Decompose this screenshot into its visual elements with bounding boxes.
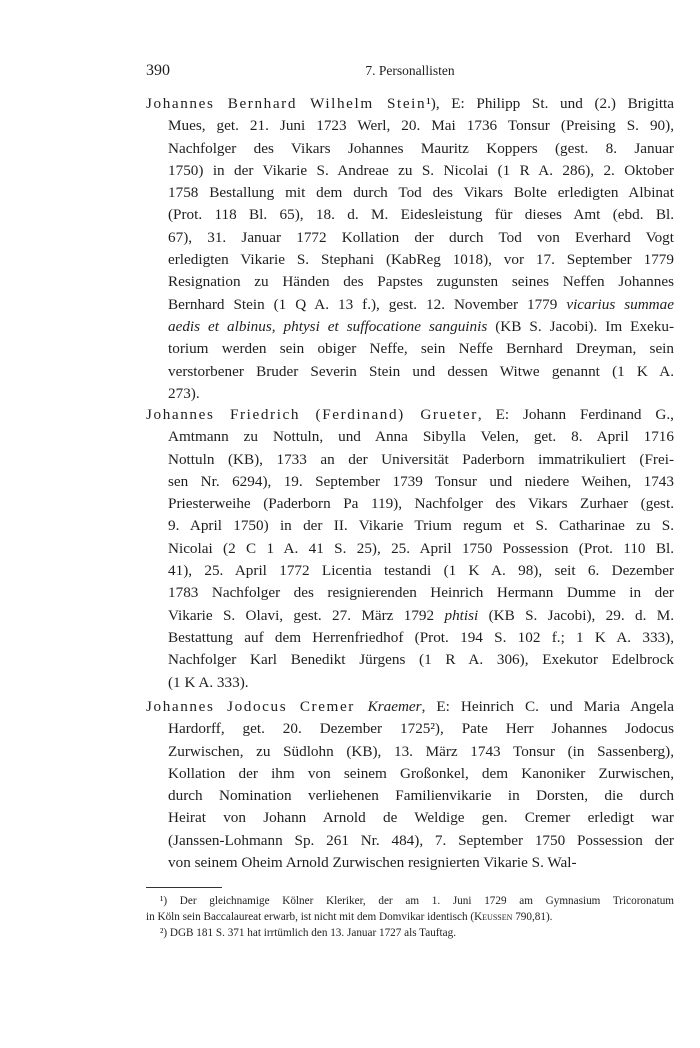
- footnote-text: 790,81).: [512, 911, 553, 923]
- text-segment: Bernhard Stein (1 Q A. 13 f.), gest. 12. November 1779: [168, 295, 567, 313]
- text-segment: 41), 25. April 1772 Licentia testandi (1 K A. 98), seit 6. Dezember: [168, 562, 674, 580]
- entry-line: [146, 763, 674, 785]
- page-number: 390: [146, 62, 170, 79]
- footnote-text: ¹) Der gleichnamige Kölner Kleriker, der am 1. Juni 1729 am Gymnasium Tricoronatum: [160, 895, 674, 907]
- text-segment: (1 K A. 333).: [168, 673, 249, 691]
- page-header: [146, 62, 674, 82]
- text-segment: , E: Heinrich C. und Maria Angela: [421, 698, 674, 715]
- text-segment: durch Nomination verliehenen Familienvikarie in Dorsten, die durch: [168, 787, 674, 805]
- footnote-text: ²) DGB 181 S. 371 hat irrtümlich den 13. Januar 1727 als Tauftag.: [160, 927, 456, 939]
- entry-line: [146, 493, 674, 515]
- entry-line: [146, 404, 674, 426]
- entry-line: [146, 426, 674, 448]
- entry-line: [146, 741, 674, 763]
- text-segment: Mues, get. 21. Juni 1723 Werl, 20. Mai 1736 Tonsur (Preising S. 90),: [168, 117, 674, 135]
- entry-line: [146, 227, 674, 249]
- italic-text: aedis et albinus, phtysi et suffocatione sanguinis: [168, 317, 488, 335]
- footnote-divider: [146, 887, 222, 888]
- entry-line: [146, 696, 674, 718]
- entry-line: [146, 718, 674, 740]
- entry-line: [146, 383, 674, 405]
- entry-line: [146, 605, 674, 627]
- text-segment: (Janssen-Lohmann Sp. 261 Nr. 484), 7. September 1750 Possession der: [168, 831, 674, 849]
- text-segment: Kollation der ihm von seinem Großonkel, dem Kanoniker Zurwischen,: [168, 764, 674, 782]
- text-segment: Nottuln (KB), 1733 an der Universität Paderborn immatrikuliert (Frei-: [168, 450, 674, 468]
- text-segment: (KB S. Jacobi), 29. d. M.: [478, 606, 675, 624]
- text-segment: Zurwischen, zu Südlohn (KB), 13. März 1743 Tonsur (in Sassenberg),: [168, 742, 674, 760]
- footnote-text: Keussen: [474, 911, 513, 923]
- text-segment: , E: Johann Ferdinand G.,: [477, 406, 674, 423]
- text-segment: Priesterweihe (Paderborn Pa 119), Nachfolger des Vikars Zurhaer (gest.: [168, 495, 674, 513]
- entry-line: [146, 338, 674, 360]
- text-segment: (KB S. Jacobi). Im Exeku-: [487, 317, 675, 335]
- text-segment: 1783 Nachfolger des resignierenden Heinrich Hermann Dumme in der: [168, 584, 674, 602]
- entry-cremer: [146, 696, 674, 874]
- footnotes: [146, 893, 674, 941]
- text-segment: 273).: [168, 384, 200, 402]
- text-segment: Heirat von Johann Arnold de Weldige gen. Cremer erledigt war: [168, 809, 674, 827]
- entry-line: [146, 204, 674, 226]
- entry-line: [146, 785, 674, 807]
- entry-line: [146, 361, 674, 383]
- text-segment: (Prot. 118 Bl. 65), 18. d. M. Eidesleistung für dieses Amt (ebd. Bl.: [168, 206, 674, 224]
- entry-name: Johannes Friedrich (Ferdinand) Grueter: [146, 406, 478, 423]
- entry-line: [146, 672, 674, 694]
- text-segment: erledigten Vikarie S. Stephani (KabReg 1018), vor 17. September 1779: [168, 251, 674, 269]
- entry-line: [146, 138, 674, 160]
- entry-line: [146, 271, 674, 293]
- text-segment: Amtmann zu Nottuln, und Anna Sibylla Velen, get. 8. April 1716: [168, 428, 674, 446]
- entry-line: [146, 115, 674, 137]
- text-segment: Nachfolger Karl Benedikt Jürgens (1 R A. 306), Exekutor Edelbrock: [168, 651, 674, 669]
- italic-text: Kraemer: [367, 698, 422, 715]
- entry-name: Johannes Bernhard Wilhelm Stein: [146, 95, 427, 112]
- entry-stein: [146, 93, 674, 405]
- footnote-line: [146, 909, 674, 925]
- text-segment: 9. April 1750) in der II. Vikarie Trium regum et S. Catharinae zu S.: [168, 517, 674, 535]
- entry-line: [146, 93, 674, 115]
- text-segment: Resignation zu Händen des Papstes zugunsten seines Neffen Johannes: [168, 273, 674, 291]
- text-segment: 1758 Bestallung mit dem durch Tod des Vikars Bolte erledigten Albinat: [168, 184, 674, 202]
- entry-line: [146, 249, 674, 271]
- text-segment: ¹), E: Philipp St. und (2.) Brigitta: [426, 95, 674, 112]
- entry-line: [146, 560, 674, 582]
- italic-text: phtisi: [444, 606, 479, 624]
- entry-line: [146, 807, 674, 829]
- entry-line: [146, 160, 674, 182]
- text-segment: sen Nr. 6294), 19. September 1739 Tonsur und niedere Weihen, 1743: [168, 472, 674, 490]
- italic-text: vicarius summae: [566, 295, 674, 313]
- entry-line: [146, 852, 674, 874]
- entry-line: [146, 649, 674, 671]
- entry-line: [146, 830, 674, 852]
- entry-line: [146, 582, 674, 604]
- text-segment: 1750) in der Vikarie S. Andreae zu S. Nicolai (1 R A. 286), 2. Oktober: [168, 161, 674, 179]
- text-segment: verstorbener Bruder Severin Stein und dessen Witwe genannt (1 K A.: [168, 362, 674, 380]
- text-segment: von seinem Oheim Arnold Zurwischen resignierten Vikarie S. Wal-: [168, 854, 577, 872]
- footnote-line: [146, 925, 674, 941]
- entry-line: [146, 316, 674, 338]
- entry-line: [146, 515, 674, 537]
- entry-line: [146, 449, 674, 471]
- text-segment: Hardorff, get. 20. Dezember 1725²), Pate Herr Johannes Jodocus: [168, 720, 674, 738]
- footnote-line: [146, 893, 674, 909]
- text-segment: torium werden sein obiger Neffe, sein Neffe Bernhard Dreyman, sein: [168, 340, 674, 358]
- entry-line: [146, 294, 674, 316]
- text-segment: Vikarie S. Olavi, gest. 27. März 1792: [168, 606, 445, 624]
- entry-line: [146, 538, 674, 560]
- entry-line: [146, 471, 674, 493]
- entry-name: Johannes Jodocus Cremer: [146, 698, 368, 715]
- text-segment: Bestattung auf dem Herrenfriedhof (Prot. 194 S. 102 f.; 1 K A. 333),: [168, 628, 674, 646]
- text-segment: Nachfolger des Vikars Johannes Mauritz Koppers (gest. 8. Januar: [168, 139, 674, 157]
- text-segment: 67), 31. Januar 1772 Kollation der durch Tod von Everhard Vogt: [168, 228, 674, 246]
- footnote-text: in Köln sein Baccalaureat erwarb, ist nicht mit dem Domvikar identisch (: [146, 911, 475, 923]
- entry-line: [146, 182, 674, 204]
- entry-line: [146, 627, 674, 649]
- entry-grueter: [146, 404, 674, 694]
- running-head: 7. Personallisten: [365, 63, 455, 78]
- text-segment: Nicolai (2 C 1 A. 41 S. 25), 25. April 1750 Possession (Prot. 110 Bl.: [168, 539, 674, 557]
